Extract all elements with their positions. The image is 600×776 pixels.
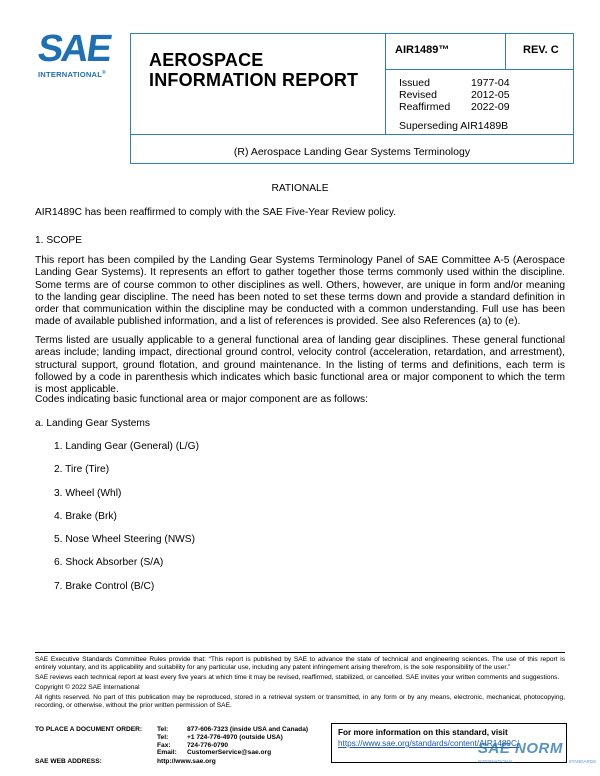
document-header — [130, 33, 574, 164]
list-item: 2. Tire (Tire) — [54, 464, 110, 476]
report-type-title: AEROSPACE INFORMATION REPORT — [149, 50, 359, 90]
document-title: (R) Aerospace Landing Gear Systems Terminology — [233, 146, 471, 158]
standard-link[interactable]: https://www.sae.org/standards/content/AIR1489C/ — [338, 739, 520, 748]
logo-letters: SAE — [35, 28, 114, 70]
component-list — [54, 441, 454, 604]
document-number: AIR1489™ — [395, 44, 450, 56]
footer-copyright: Copyright © 2022 SAE International — [35, 684, 140, 691]
dates-block: Issued 1977-04 Revised 2012-05 Reaffirmed 2022-09 — [399, 77, 510, 113]
list-item: 4. Brake (Brk) — [54, 510, 117, 522]
list-item: 5. Nose Wheel Steering (NWS) — [54, 534, 195, 546]
scope-paragraph-2: Terms listed are usually applicable to a general functional area of landing gear disciplines. These general functional areas include; landing impact, directional ground control, velocity control (acceleration, retardation, and arrestment), structural support, ground flotation, and ground maintenance. In the listing of terms and definitions, each term is followed by a code in parenthesis which indicates which basic functional area or major component to which the term is most applicable. — [35, 335, 565, 396]
footer-rules-text: SAE Executive Standards Committee Rules provide that: “This report is published by SAE to advance the state of technical and engineering sciences. The use of this report is entirely voluntary, and its applicability and suitability for any particular use, including any patent infringement arising therefrom, is the sole responsibility of the user.” — [35, 656, 565, 671]
revision-label: REV. C — [523, 44, 559, 56]
footer-review-text: SAE reviews each technical report at least every five years at which time it may be revised, reaffirmed, stabilized, or cancelled. SAE invites your written comments and suggestions. — [35, 674, 560, 681]
scope-paragraph-1: This report has been compiled by the Landing Gear Systems Terminology Panel of SAE Committee A-5 (Aerospace Landing Gear Systems). It represents an effort to gather together those terms commonly used within the discipline. Some terms are of course common to other disciplines as well. Others, however, are unique in form and/or meaning to the landing gear discipline. The need has been noted to set these terms down and provide a standard definition in order that communication within the discipline may be conducted with a common understanding. Full use has been made of available published information, and a list of references is provided. See also References (a) to (e). — [35, 255, 565, 328]
order-contacts: TO PLACE A DOCUMENT ORDER: Tel: 877-606-7323 (inside USA and Canada) Tel: +1 724-776-4970 (outside USA) Fax: 724-776-0790 Email: CustomerService@sae.org SAE WEB ADDRESS: http://www.sae.org — [35, 726, 309, 766]
logo-subtext: INTERNATIONAL — [38, 70, 103, 79]
codes-intro: Codes indicating basic functional area or major component are as follows: — [35, 394, 368, 405]
list-heading: a. Landing Gear Systems — [35, 418, 150, 429]
superseding-note: Superseding AIR1489B — [399, 120, 509, 132]
list-item: 6. Shock Absorber (S/A) — [54, 557, 164, 569]
sae-logo: SAE INTERNATIONAL® — [38, 30, 122, 90]
list-item: 1. Landing Gear (General) (L/G) — [54, 441, 199, 452]
more-info-heading: For more information on this standard, visit — [338, 728, 508, 737]
footer-rights: All rights reserved. No part of this publication may be reproduced, stored in a retrieval system or transmitted, in any form or by any means, electronic, mechanical, photocopying, recording, or otherwise, without the prior written permission of SAE. — [35, 694, 565, 709]
rationale-text: AIR1489C has been reaffirmed to comply with the SAE Five-Year Review policy. — [35, 207, 397, 218]
footer-rule — [35, 652, 565, 653]
sae-norm-watermark: SAE NORM INTERNATIONAL STANDARDS — [478, 740, 596, 764]
list-item: 3. Wheel (Whl) — [54, 487, 122, 499]
rationale-heading: RATIONALE — [271, 183, 329, 194]
footer-legal — [35, 656, 565, 710]
scope-heading: 1. SCOPE — [35, 235, 82, 246]
list-item: 7. Brake Control (B/C) — [54, 580, 155, 592]
